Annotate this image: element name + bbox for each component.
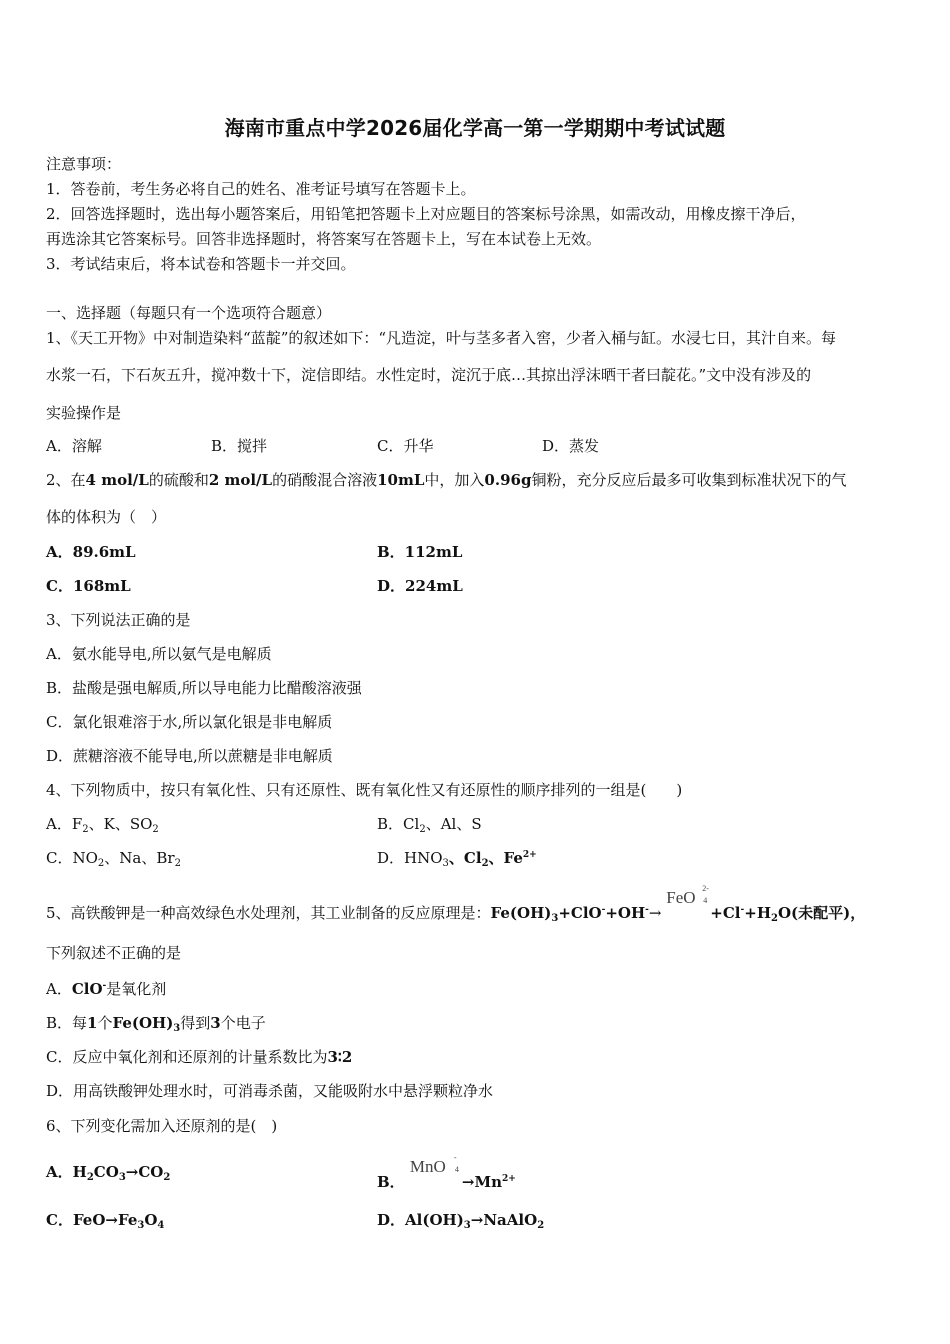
q4-option-a: A．$F_2$、K、$SO_2$: [46, 815, 159, 835]
q6-option-c: C．$FeO\to Fe_3O_4$: [46, 1211, 165, 1231]
notice-item: 2．回答选择题时，选出每小题答案后，用铅笔把答题卡上对应题目的答案标号涂黑，如需改动，用橡皮擦干净后，: [46, 205, 806, 223]
q6-option-b: B． MnO - 4 $\to Mn^{2+}$: [377, 1153, 516, 1191]
q5-option-d: D．用高铁酸钾处理水时，可消毒杀菌，又能吸附水中悬浮颗粒净水: [46, 1082, 494, 1100]
q2-option-d: D．224mL: [377, 577, 463, 595]
q2-option-c: C．168mL: [46, 577, 131, 595]
q1-stem-line: 1、《天工开物》中对制造染料“蓝靛”的叙述如下：“凡造淀，叶与茎多者入窖，少者入桶与缸。水浸七日，其汁自来。每: [46, 329, 837, 347]
q4-option-c: C．$NO_2$、Na、$Br_2$: [46, 849, 181, 869]
q6-stem: 6、下列变化需加入还原剂的是( ): [46, 1117, 278, 1135]
q6-option-d: D．$Al(OH)_3\to NaAlO_2$: [377, 1211, 545, 1231]
ferrate-ion-formula: FeO 2- 4: [666, 884, 709, 907]
q3-stem: 3、下列说法正确的是: [46, 611, 191, 629]
notice-item: 再选涂其它答案标号。回答非选择题时，将答案写在答题卡上，写在本试卷上无效。: [46, 230, 602, 248]
q5-stem-line: 下列叙述不正确的是: [46, 944, 182, 962]
q3-option-c: C．氯化银难溶于水,所以氯化银是非电解质: [46, 713, 333, 731]
q5-option-a: A．ClO-是氧化剂: [46, 980, 167, 998]
permanganate-ion-formula: MnO - 4: [409, 1153, 459, 1176]
q1-option-a: A．溶解: [46, 437, 102, 455]
q6-option-a: A．$H_2CO_3\to CO_2$: [46, 1163, 171, 1183]
q1-option-b: B．搅拌: [211, 437, 268, 455]
q2-option-b: B．112mL: [377, 543, 463, 561]
q1-stem-line: 实验操作是: [46, 404, 122, 422]
q2-option-a: A．89.6mL: [46, 543, 136, 561]
q4-option-d: D．$HNO_3$、$Cl_2$、$Fe^{2+}$: [377, 849, 537, 869]
q3-option-a: A．氨水能导电,所以氨气是电解质: [46, 645, 272, 663]
q5-stem-line: 5、高铁酸钾是一种高效绿色水处理剂，其工业制备的反应原理是：$Fe(OH)_3+ClO^-+OH^-\to$ FeO 2- 4 $+Cl^-+H_2O$(未配平)，: [46, 884, 866, 924]
page-title: 海南市重点中学2026届化学高一第一学期期中考试试题: [224, 116, 726, 140]
notice-item: 1．答卷前，考生务必将自己的姓名、准考证号填写在答题卡上。: [46, 180, 476, 198]
notice-item: 3．考试结束后，将本试卷和答题卡一并交回。: [46, 255, 356, 273]
q2-stem-line: 体的体积为（ ）: [46, 508, 167, 526]
q2-stem-line: 2、在4 mol/L的硫酸和2 mol/L的硝酸混合溶液10mL中，加入0.96g铜粉，充分反应后最多可收集到标准状况下的气: [46, 471, 847, 489]
q1-stem-line: 水浆一石，下石灰五升，搅冲数十下，淀信即结。水性定时，淀沉于底…其掠出浮沫晒干者曰靛花。”文中没有涉及的: [46, 366, 812, 384]
q1-option-d: D．蒸发: [542, 437, 600, 455]
q4-option-b: B．$Cl_2$、Al、S: [377, 815, 482, 835]
q3-option-b: B．盐酸是强电解质,所以导电能力比醋酸溶液强: [46, 679, 362, 697]
q4-stem: 4、下列物质中，按只有氧化性、只有还原性、既有氧化性又有还原性的顺序排列的一组是( ): [46, 781, 683, 799]
q5-option-b: B．每1个$Fe(OH)_3$得到3个电子: [46, 1014, 266, 1034]
q1-option-c: C．升华: [377, 437, 434, 455]
q3-option-d: D．蔗糖溶液不能导电,所以蔗糖是非电解质: [46, 747, 333, 765]
notice-heading: 注意事项：: [46, 155, 122, 173]
q5-option-c: C．反应中氧化剂和还原剂的计量系数比为3∶2: [46, 1048, 353, 1066]
section-heading: 一、选择题（每题只有一个选项符合题意）: [46, 304, 332, 322]
